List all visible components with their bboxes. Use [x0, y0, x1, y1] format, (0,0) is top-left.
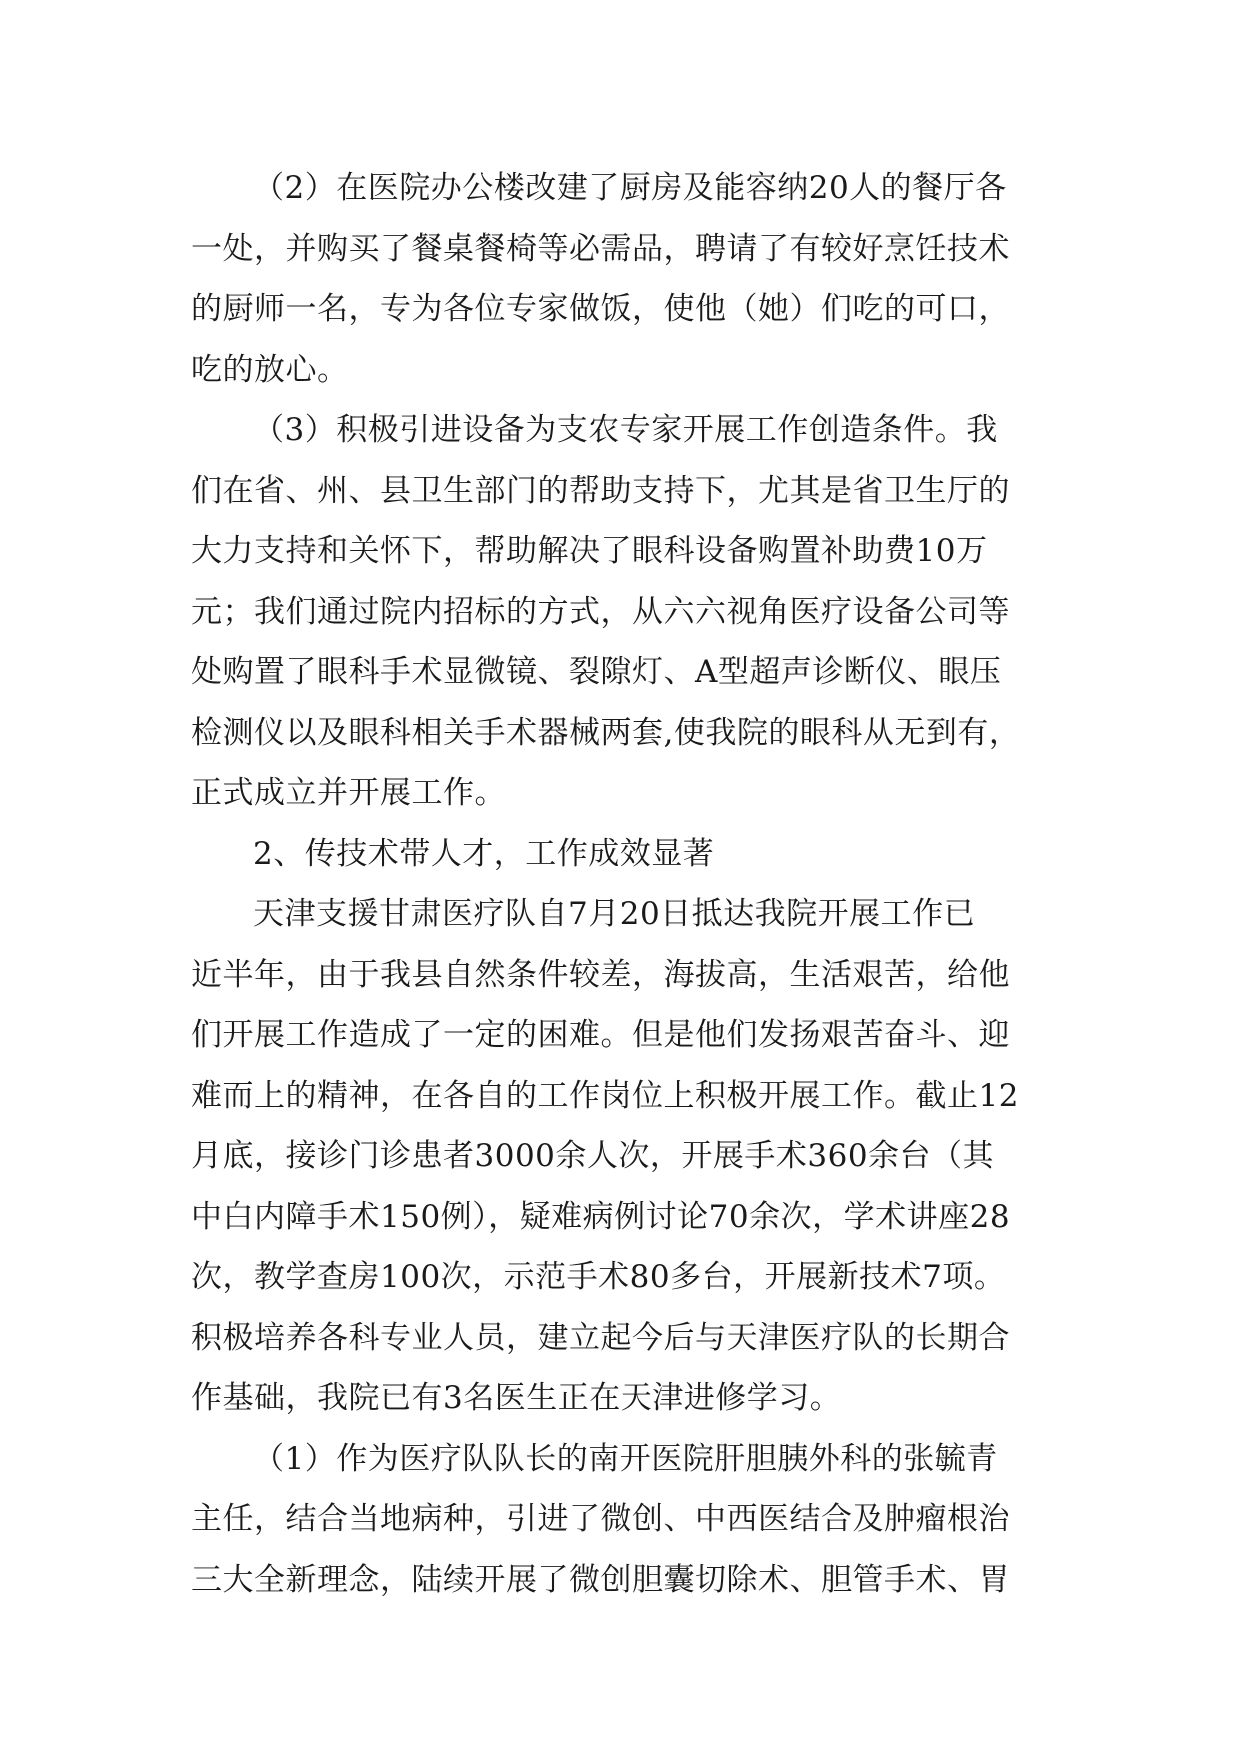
- paragraph-line: 元；我们通过院内招标的方式，从六六视角医疗设备公司等: [191, 593, 1010, 630]
- paragraph-line: 的厨师一名，专为各位专家做饭，使他（她）们吃的可口，: [191, 291, 1010, 327]
- paragraph-line: 近半年，由于我县自然条件较差，海拔高，生活艰苦，给他: [191, 956, 1010, 993]
- paragraph-line: 吃的放心。: [191, 351, 349, 388]
- paragraph-line: 天津支援甘肃医疗队自7月20日抵达我院开展工作已: [253, 896, 976, 932]
- section-heading: 2、传技术带人才，工作成效显著: [253, 835, 715, 872]
- paragraph-line: 中白内障手术150例），疑难病例讨论70余次，学术讲座28: [191, 1198, 1011, 1235]
- paragraph-line: 大力支持和关怀下，帮助解决了眼科设备购置补助费10万: [191, 533, 988, 569]
- document-body: [191, 158, 1061, 1610]
- paragraph-line: 正式成立并开展工作。: [191, 775, 506, 811]
- paragraph-line: （1）作为医疗队队长的南开医院肝胆胰外科的张毓青: [253, 1440, 998, 1477]
- paragraph-line: 作基础，我院已有3名医生正在天津进修学习。: [191, 1380, 842, 1416]
- paragraph-line: 们开展工作造成了一定的困难。但是他们发扬艰苦奋斗、迎: [191, 1017, 1010, 1053]
- paragraph-line: （2）在医院办公楼改建了厨房及能容纳20人的餐厅各: [253, 170, 1007, 206]
- paragraph-line: 检测仪以及眼科相关手术器械两套,使我院的眼科从无到有，: [191, 714, 1021, 751]
- paragraph-line: 难而上的精神，在各自的工作岗位上积极开展工作。截止12: [191, 1077, 1019, 1114]
- paragraph-line: 三大全新理念，陆续开展了微创胆囊切除术、胆管手术、胃: [191, 1561, 1010, 1598]
- paragraph-line: 处购置了眼科手术显微镜、裂隙灯、A型超声诊断仪、眼压: [191, 654, 1002, 690]
- paragraph-line: 们在省、州、县卫生部门的帮助支持下，尤其是省卫生厅的: [191, 472, 1010, 509]
- paragraph-line: 主任，结合当地病种，引进了微创、中西医结合及肿瘤根治: [191, 1501, 1010, 1537]
- paragraph-line: 积极培养各科专业人员，建立起今后与天津医疗队的长期合: [191, 1319, 1010, 1356]
- paragraph-line: 次，教学查房100次，示范手术80多台，开展新技术7项。: [191, 1259, 1006, 1295]
- paragraph-line: 月底，接诊门诊患者3000余人次，开展手术360余台（其: [191, 1138, 995, 1174]
- paragraph-line: （3）积极引进设备为支农专家开展工作创造条件。我: [253, 412, 998, 448]
- paragraph-line: 一处，并购买了餐桌餐椅等必需品，聘请了有较好烹饪技术: [191, 230, 1010, 267]
